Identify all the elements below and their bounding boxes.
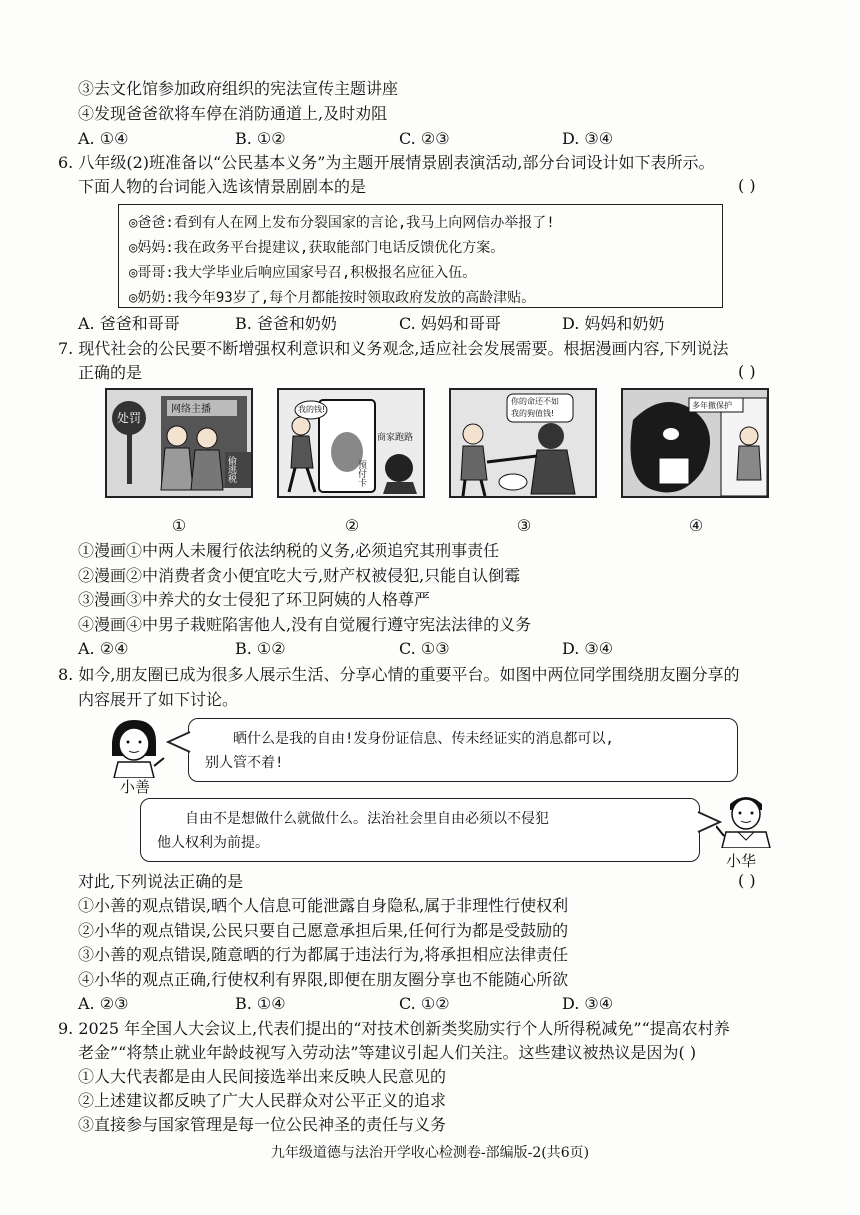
q7-answer-blank[interactable]: ( ) <box>738 362 756 381</box>
xiaohua-speech-line1: 自由不是想做什么就做什么。法治社会里自由必须以不侵犯 <box>185 811 549 827</box>
q8-option-b[interactable]: B. ①④ <box>235 994 286 1013</box>
q7-statement-4: ④漫画④中男子栽赃陷害他人,没有自觉履行遵守宪法法律的义务 <box>78 615 532 634</box>
q6-option-a[interactable]: A. 爸爸和哥哥 <box>78 314 180 333</box>
xiaoshan-speech-bubble <box>188 718 738 782</box>
comic-label-1: ① <box>171 516 187 535</box>
q5-option-c[interactable]: C. ②③ <box>399 129 450 148</box>
q8-statement-1: ①小善的观点错误,晒个人信息可能泄露自身隐私,属于非理性行使权利 <box>78 896 569 915</box>
q9-stem-line1: 9. 2025 年全国人大会议上,代表们提出的“对技术创新类奖励实行个人所得税减免”“提高农村养 <box>58 1019 730 1038</box>
q8-option-c[interactable]: C. ①② <box>399 994 450 1013</box>
xiaoshan-avatar <box>104 718 166 778</box>
q5-option-a[interactable]: A. ①④ <box>78 129 129 148</box>
q7-option-a[interactable]: A. ②④ <box>78 639 129 658</box>
q6-script-table <box>118 204 723 308</box>
comic-panel-4 <box>621 388 769 498</box>
comic-4-sign-text: 多年撤保护 <box>692 401 732 410</box>
q7-option-c[interactable]: C. ①③ <box>399 639 450 658</box>
xiaoshan-name: 小善 <box>120 778 151 796</box>
q7-statement-1: ①漫画①中两人未履行依法纳税的义务,必须追究其刑事责任 <box>78 541 500 560</box>
xiaohua-speech-bubble <box>140 798 700 862</box>
q5-statement-4: ④发现爸爸欲将车停在消防通道上,及时劝阻 <box>78 104 388 123</box>
q5-statement-3: ③去文化馆参加政府组织的宪法宣传主题讲座 <box>78 79 399 98</box>
q6-line-grandma: ◎奶奶:我今年93岁了,每个月都能按时领取政府发放的高龄津贴。 <box>129 290 536 306</box>
q7-option-d[interactable]: D. ③④ <box>562 639 614 658</box>
q6-answer-blank[interactable]: ( ) <box>738 176 756 195</box>
q6-option-b[interactable]: B. 爸爸和奶奶 <box>235 314 337 333</box>
q7-statement-2: ②漫画②中消费者贪小便宜吃大亏,财产权被侵犯,只能自认倒霉 <box>78 566 521 585</box>
q6-line-mom: ◎妈妈:我在政务平台提建议,获取能部门电话反馈优化方案。 <box>129 240 505 256</box>
q8-stem-line1: 8. 如今,朋友圈已成为很多人展示生活、分享心情的重要平台。如图中两位同学围绕朋友圈分享的 <box>58 665 740 684</box>
q7-stem-line2: 正确的是 <box>78 363 143 382</box>
xiaoshan-bubble-tail <box>166 730 192 754</box>
xiaoshan-speech-line2: 别人管不着! <box>205 755 284 771</box>
q8-statement-2: ②小华的观点错误,公民只要自己愿意承担后果,任何行为都是受鼓励的 <box>78 921 569 940</box>
q8-option-a[interactable]: A. ②③ <box>78 994 129 1013</box>
q8-stem-line3: 对此,下列说法正确的是 <box>78 872 244 891</box>
q6-stem-line1: 6. 八年级(2)班准备以“公民基本义务”为主题开展情景剧表演活动,部分台词设计如下表所示。 <box>58 153 715 172</box>
q6-line-dad: ◎爸爸:看到有人在网上发布分裂国家的言论,我马上向网信办举报了! <box>129 215 555 231</box>
comic-panel-3 <box>449 388 597 498</box>
q7-comics <box>105 388 785 535</box>
q5-option-b[interactable]: B. ①② <box>235 129 286 148</box>
q6-option-c[interactable]: C. 妈妈和哥哥 <box>399 314 501 333</box>
comic-2-runaway-text: 商家跑路 <box>377 433 414 443</box>
comic-1-punish-text: 处罚 <box>117 411 142 425</box>
q5-option-d[interactable]: D. ③④ <box>562 129 614 148</box>
q9-statement-1: ①人大代表都是由人民间接选举出来反映人民意见的 <box>78 1067 447 1086</box>
comic-1-sign-text: 网络主播 <box>171 404 211 415</box>
q7-option-b[interactable]: B. ①② <box>235 639 286 658</box>
q6-line-brother: ◎哥哥:我大学毕业后响应国家号召,积极报名应征入伍。 <box>129 265 477 281</box>
comic-label-4: ④ <box>688 516 704 535</box>
comic-1-tax-text: 偷逃税 <box>226 456 236 483</box>
q8-stem-line2: 内容展开了如下讨论。 <box>78 690 239 709</box>
q7-stem-line1: 7. 现代社会的公民要不断增强权利意识和义务观念,适应社会发展需要。根据漫画内容,下列说法 <box>58 339 729 358</box>
q8-answer-blank[interactable]: ( ) <box>738 871 756 890</box>
comic-2-bubble-text: 我的钱! <box>298 405 326 414</box>
xiaohua-name: 小华 <box>726 852 757 870</box>
xiaoshan-speech-line1: 晒什么是我的自由!发身份证信息、传未经证实的消息都可以, <box>233 731 614 747</box>
q8-statement-4: ④小华的观点正确,行使权利有界限,即便在朋友圈分享也不能随心所欲 <box>78 970 569 989</box>
q9-statement-2: ②上述建议都反映了广大人民群众对公平正义的追求 <box>78 1091 447 1110</box>
comic-label-2: ② <box>344 516 360 535</box>
xiaohua-speech-line2: 他人权利为前提。 <box>157 835 269 851</box>
comic-3-speech-line1: 你的命还不如 <box>511 397 559 406</box>
comic-panel-1 <box>105 388 253 498</box>
q6-option-d[interactable]: D. 妈妈和奶奶 <box>562 314 665 333</box>
q7-statement-3: ③漫画③中养犬的女士侵犯了环卫阿姨的人格尊严 <box>78 590 431 609</box>
comic-2-card-text: 预付卡 <box>356 460 366 487</box>
comic-panel-2 <box>277 388 425 498</box>
q9-stem-line2: 老金”“将禁止就业年龄歧视写入劳动法”等建议引起人们关注。这些建议被热议是因为( ) <box>78 1043 697 1062</box>
q9-statement-3: ③直接参与国家管理是每一位公民神圣的责任与义务 <box>78 1115 447 1134</box>
q8-statement-3: ③小善的观点错误,随意晒的行为都属于违法行为,将承担相应法律责任 <box>78 945 569 964</box>
comic-3-speech-line2: 我的狗值钱! <box>511 409 555 418</box>
page-footer: 九年级道德与法治开学收心检测卷-部编版-2(共6页) <box>270 1145 590 1161</box>
q6-stem-line2: 下面人物的台词能入选该情景剧剧本的是 <box>78 177 367 196</box>
xiaohua-avatar <box>716 790 776 848</box>
comic-label-3: ③ <box>516 516 532 535</box>
q8-option-d[interactable]: D. ③④ <box>562 994 614 1013</box>
